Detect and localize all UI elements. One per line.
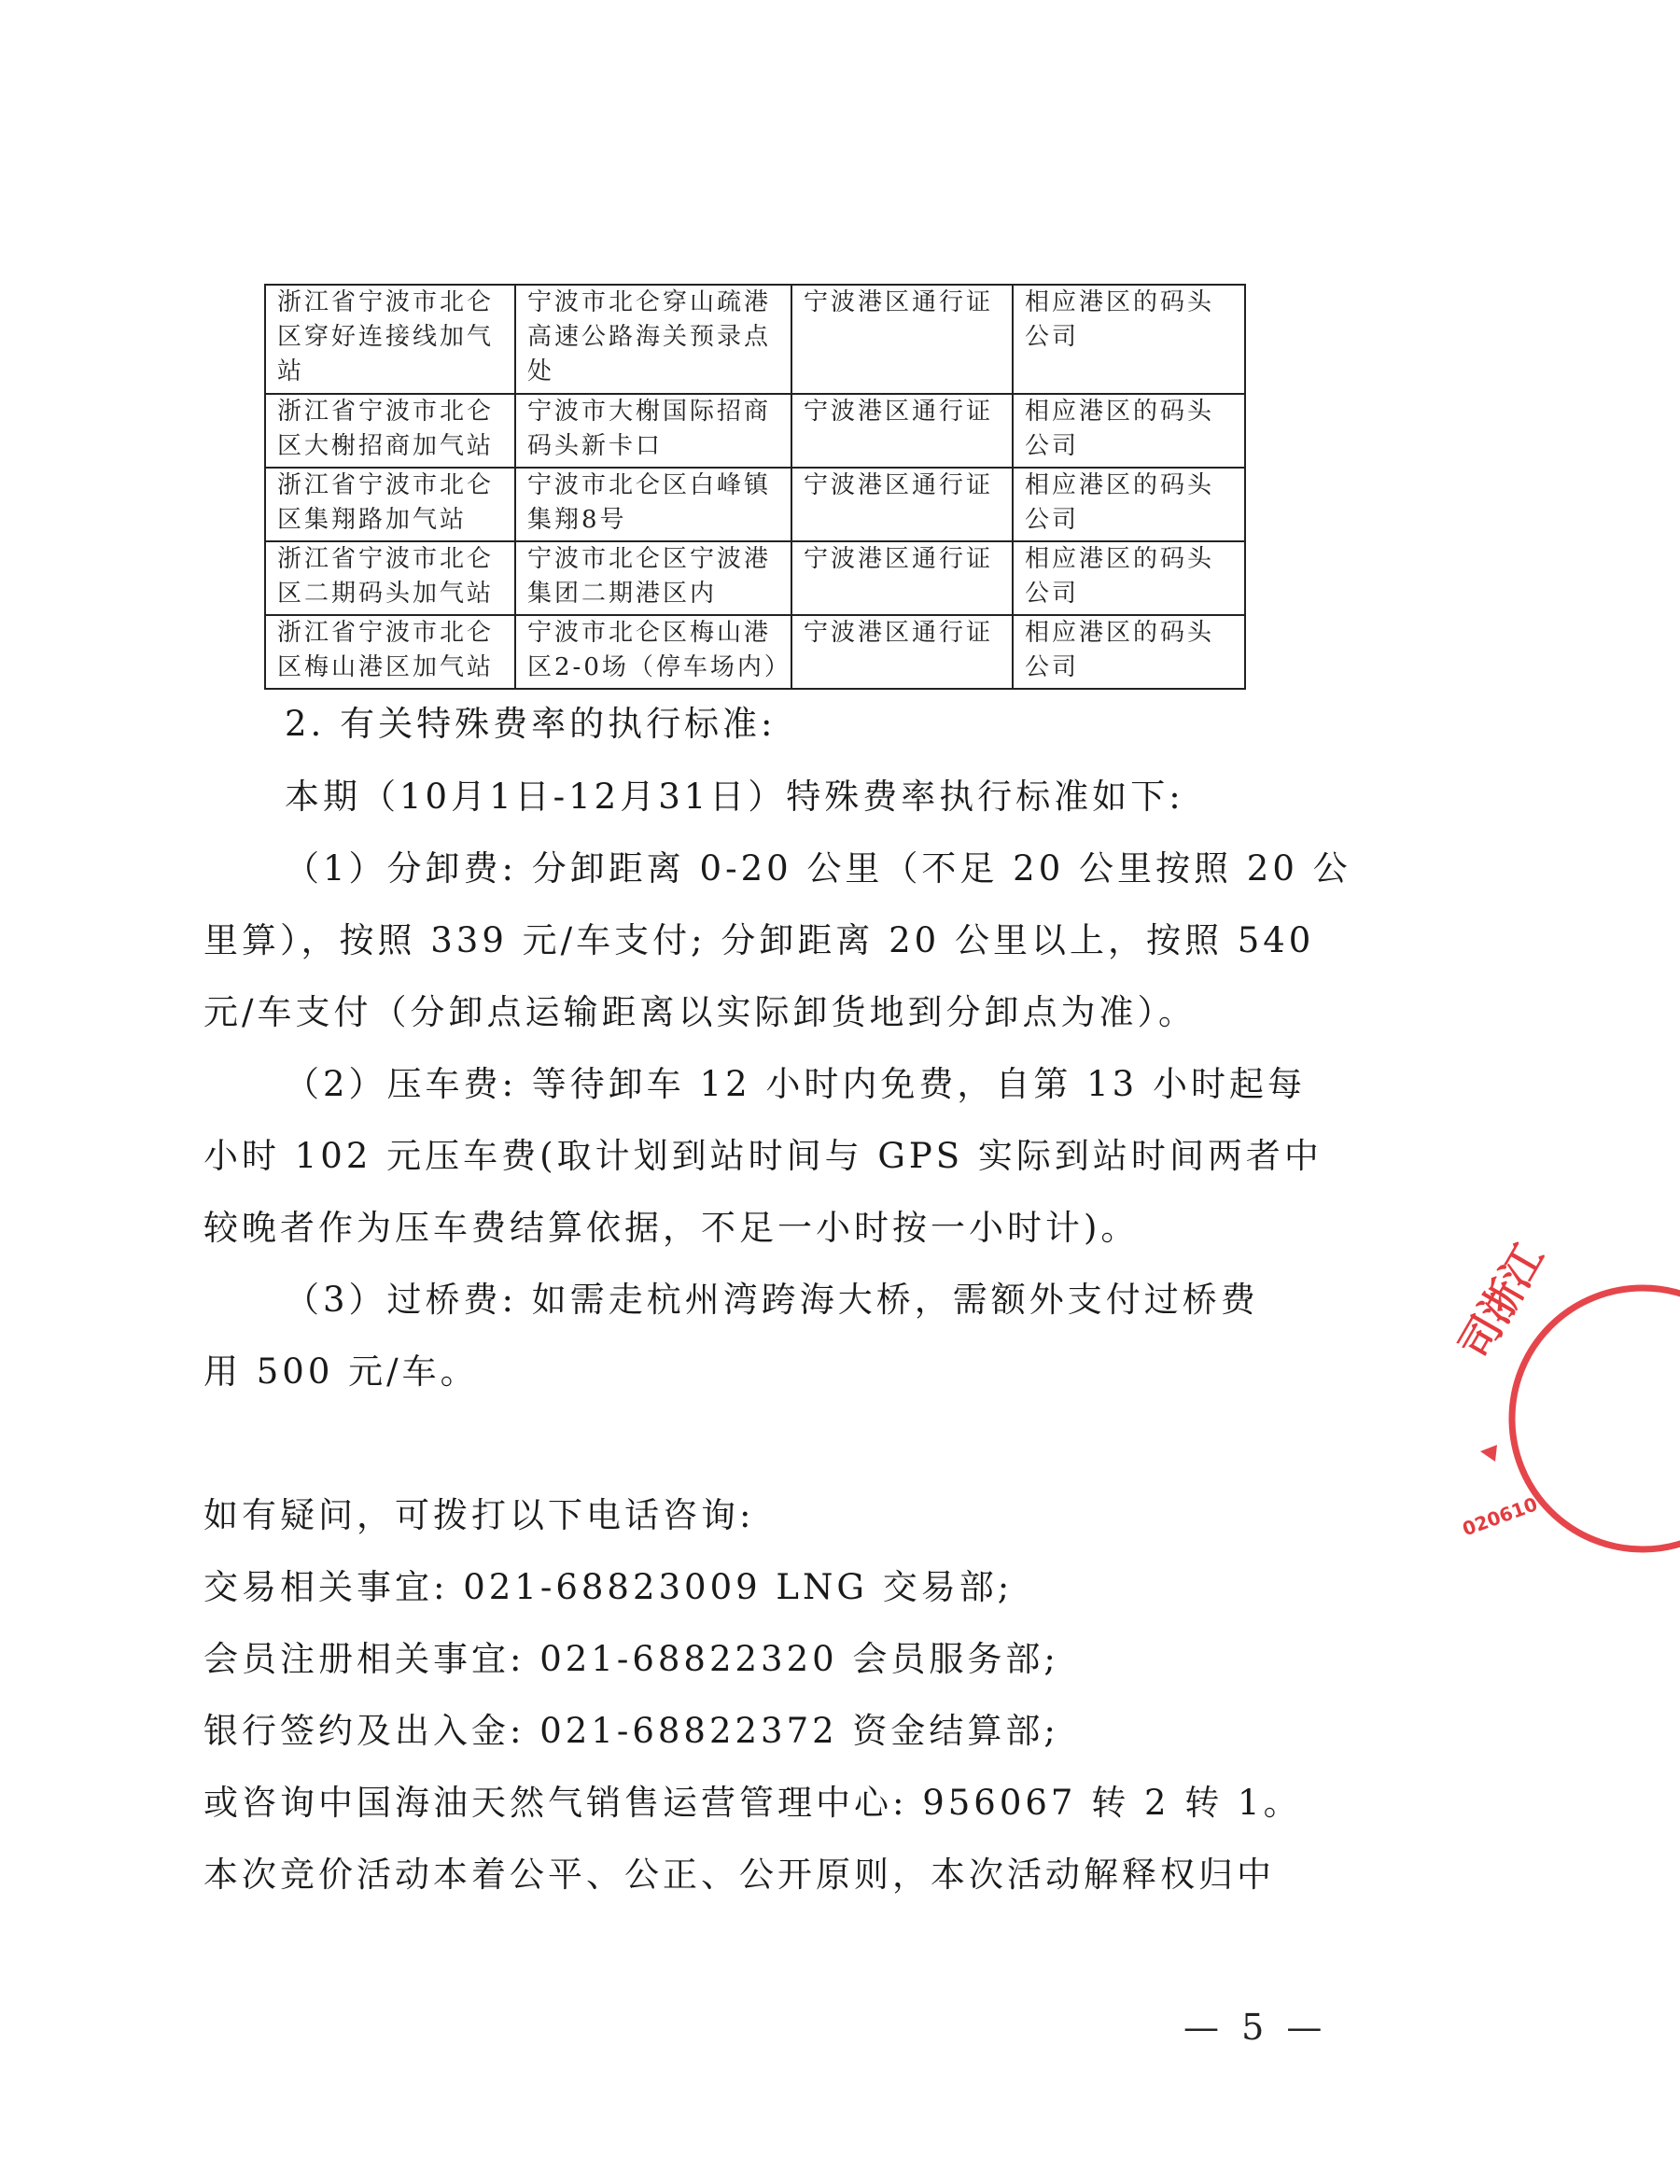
contact-line: 会员注册相关事宜: 021-68822320 会员服务部;	[203, 1639, 1059, 1679]
table-cell: 浙江省宁波市北仑区梅山港区加气站	[265, 615, 515, 689]
page-number: — 5 —	[1183, 2007, 1328, 2048]
paragraph-line: 较晚者作为压车费结算依据，不足一小时按一小时计)。	[203, 1208, 1140, 1248]
paragraph-line: （2）压车费: 等待卸车 12 小时内免费，自第 13 小时起每	[285, 1064, 1306, 1104]
table-cell: 宁波市北仑穿山疏港高速公路海关预录点处	[515, 285, 791, 394]
table-row	[265, 285, 1245, 394]
table-row	[265, 541, 1245, 615]
table-cell: 宁波市北仑区梅山港区2-0场（停车场内）	[515, 615, 791, 689]
table-cell: 浙江省宁波市北仑区集翔路加气站	[265, 468, 515, 541]
svg-text:司浙江: 司浙江	[1450, 1236, 1554, 1367]
table-cell: 宁波市北仑区宁波港集团二期港区内	[515, 541, 791, 615]
company-seal-icon	[1450, 1236, 1680, 1559]
contact-line: 银行签约及出入金: 021-68822372 资金结算部;	[203, 1711, 1059, 1751]
paragraph-line: 元/车支付（分卸点运输距离以实际卸货地到分卸点为准）。	[203, 992, 1197, 1032]
paragraph-line: 本次竞价活动本着公平、公正、公开原则，本次活动解释权归中	[203, 1855, 1275, 1895]
paragraph-line: （1）分卸费: 分卸距离 0-20 公里（不足 20 公里按照 20 公	[285, 848, 1351, 889]
table-cell: 浙江省宁波市北仑区穿好连接线加气站	[265, 285, 515, 394]
table-cell: 浙江省宁波市北仑区大榭招商加气站	[265, 394, 515, 468]
paragraph-line: 小时 102 元压车费(取计划到站时间与 GPS 实际到站时间两者中	[203, 1136, 1323, 1176]
contact-line: 交易相关事宜: 021-68823009 LNG 交易部;	[203, 1567, 1014, 1607]
section-heading: 2. 有关特殊费率的执行标准:	[285, 704, 777, 744]
table-cell: 宁波市大榭国际招商码头新卡口	[515, 394, 791, 468]
table-cell: 相应港区的码头公司	[1013, 541, 1245, 615]
paragraph-line: 本期（10月1日-12月31日）特殊费率执行标准如下:	[285, 777, 1184, 817]
table-row	[265, 394, 1245, 468]
paragraph-line: 用 500 元/车。	[203, 1351, 479, 1392]
table-cell: 宁波港区通行证	[791, 285, 1013, 394]
table-cell: 宁波港区通行证	[791, 394, 1013, 468]
table-cell: 浙江省宁波市北仑区二期码头加气站	[265, 541, 515, 615]
table-cell: 宁波港区通行证	[791, 468, 1013, 541]
table-cell: 相应港区的码头公司	[1013, 615, 1245, 689]
table-cell: 相应港区的码头公司	[1013, 468, 1245, 541]
table-cell: 宁波港区通行证	[791, 615, 1013, 689]
table-cell: 宁波港区通行证	[791, 541, 1013, 615]
table-cell: 相应港区的码头公司	[1013, 285, 1245, 394]
table-row	[265, 468, 1245, 541]
contact-intro: 如有疑问，可拨打以下电话咨询:	[203, 1495, 755, 1535]
gas-station-table	[264, 284, 1246, 690]
contact-line: 或咨询中国海油天然气销售运营管理中心: 956067 转 2 转 1。	[203, 1783, 1302, 1823]
table-cell: 宁波市北仑区白峰镇集翔8号	[515, 468, 791, 541]
table-cell: 相应港区的码头公司	[1013, 394, 1245, 468]
table-row	[265, 615, 1245, 689]
paragraph-line: 里算），按照 339 元/车支付; 分卸距离 20 公里以上，按照 540	[203, 920, 1315, 960]
svg-text:020610: 020610	[1459, 1492, 1541, 1541]
paragraph-line: （3）过桥费: 如需走杭州湾跨海大桥，需额外支付过桥费	[285, 1280, 1259, 1320]
